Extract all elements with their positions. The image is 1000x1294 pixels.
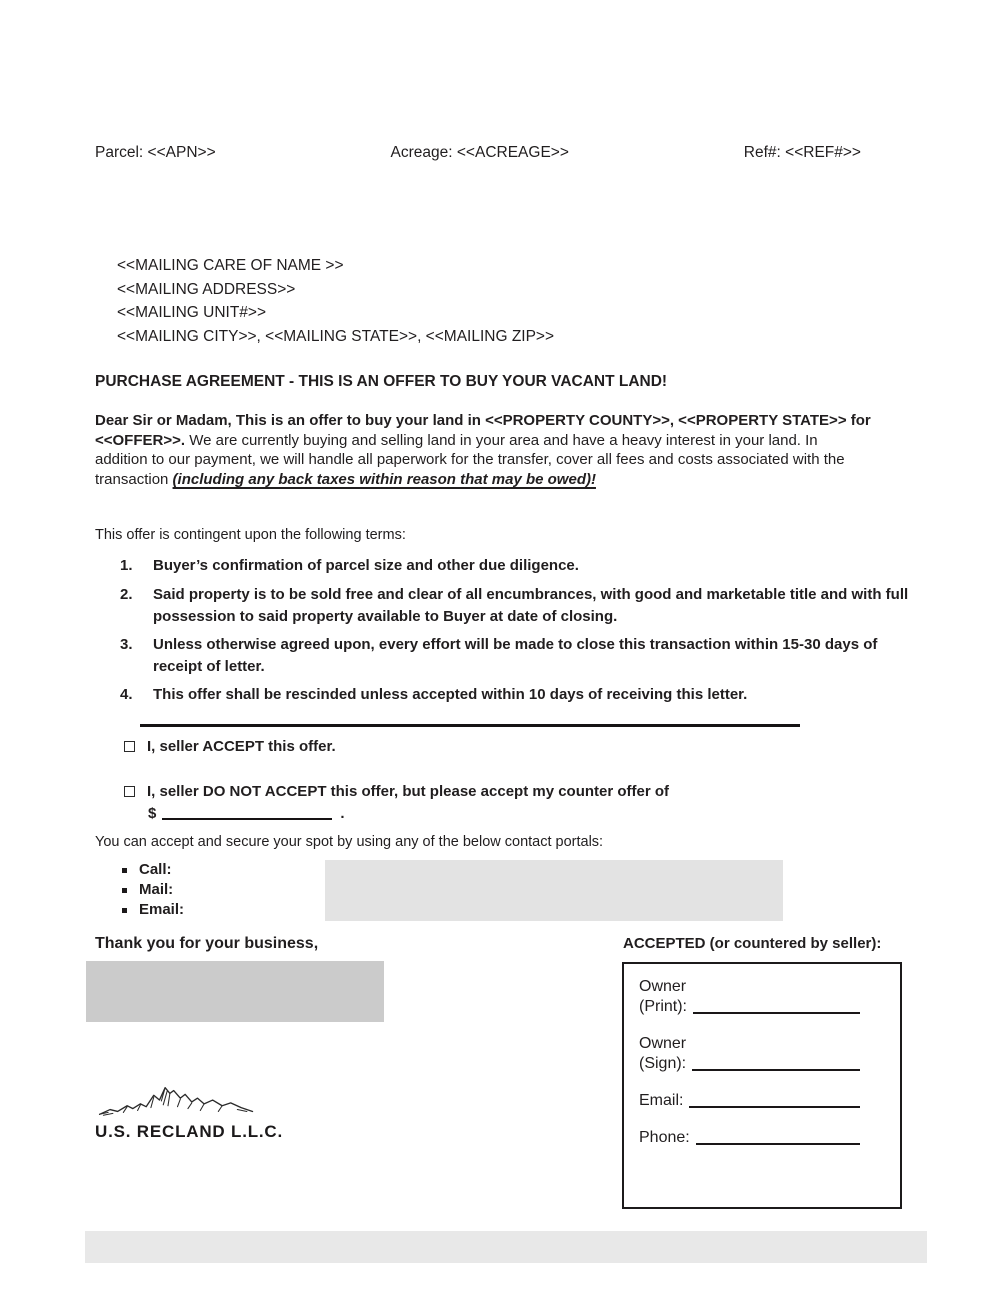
accept-option-label: I, seller ACCEPT this offer. [147,738,336,755]
document-title: PURCHASE AGREEMENT - THIS IS AN OFFER TO BUY YOUR VACANT LAND! [95,373,668,390]
owner-sign-blank[interactable] [692,1069,860,1071]
accepted-box [622,962,902,1209]
square-bullet-icon [122,868,127,873]
owner-print-blank[interactable] [693,1012,860,1014]
decline-option-row [124,783,844,800]
phone-label: Phone: [639,1129,690,1146]
term-item [120,634,930,678]
thank-you-line: Thank you for your business, [95,935,319,952]
footer-redaction-bar [85,1231,927,1263]
merge-field-header [95,144,861,162]
decline-checkbox[interactable] [124,786,135,797]
owner-sign-field [639,1034,860,1074]
contact-portals-list [122,860,184,920]
counter-offer-blank[interactable] [162,818,332,820]
accept-checkbox[interactable] [124,741,135,752]
email-label: Email: [639,1092,684,1109]
company-logo [95,1082,284,1142]
term-item [120,555,930,577]
decline-option-label: I, seller DO NOT ACCEPT this offer, but please accept my counter offer of [147,783,670,800]
company-name: U.S. RECLAND L.L.C. [95,1122,284,1141]
contact-email-label: Email: [139,901,185,918]
parcel-field: Parcel: <<APN>> [95,144,216,161]
dollar-sign-label: $ [148,805,157,822]
contact-call-row [122,860,184,880]
sender-signature-redaction-box [86,961,384,1022]
mailing-care-of-line: <<MAILING CARE OF NAME >> [117,257,344,274]
term-number: 2. [120,586,133,603]
contact-mail-label: Mail: [139,881,174,898]
term-text: Unless otherwise agreed upon, every effort will be made to close this transaction within 15-30 days of receipt of letter. [153,636,878,675]
counter-offer-row [148,805,345,822]
owner-sign-label: (Sign): [639,1055,687,1072]
owner-print-label-top: Owner [639,978,687,995]
phone-blank[interactable] [696,1143,860,1145]
term-item [120,684,930,706]
intro-regular-text: We are currently buying and selling land in your area and have a heavy interest in your land. In addition to our payment, we will handle all paperwork for the transfer, cover all fees and costs associated with the transaction [95,431,845,488]
accept-option-row [124,738,336,755]
phone-field [639,1128,860,1148]
counter-offer-period: . [340,805,345,822]
owner-print-label: (Print): [639,998,687,1015]
contact-email-row [122,900,184,920]
owner-sign-label-top: Owner [639,1035,687,1052]
mountains-icon [95,1082,265,1120]
contact-info-redaction-box [325,860,783,921]
mailing-address-block [117,254,554,348]
mailing-city-state-zip-line: <<MAILING CITY>>, <<MAILING STATE>>, <<MAILING ZIP>> [117,327,555,345]
square-bullet-icon [122,908,127,913]
term-text: This offer shall be rescinded unless accepted within 10 days of receiving this letter. [153,686,748,703]
acreage-field: Acreage: <<ACREAGE>> [390,144,569,161]
term-text: Said property is to be sold free and clear of all encumbrances, with good and marketable title and with full possession to said property available to Buyer at date of closing. [153,586,909,625]
square-bullet-icon [122,888,127,893]
contact-call-label: Call: [139,861,172,878]
intro-paragraph [95,411,873,489]
ref-number-field: Ref#: <<REF#>> [743,144,861,161]
term-number: 1. [120,557,133,574]
contact-portals-heading: You can accept and secure your spot by using any of the below contact portals: [95,834,604,850]
accepted-box-heading: ACCEPTED (or countered by seller): [623,935,882,952]
owner-print-field [639,977,860,1017]
terms-heading: This offer is contingent upon the following terms: [95,527,406,543]
intro-bold-text: Dear Sir or Madam, This is an offer to buy your land in <<PROPERTY COUNTY>>, <<PROPERTY STATE>> for <<OFFER>>. [95,412,871,449]
mailing-unit-line: <<MAILING UNIT#>> [117,304,267,321]
email-blank[interactable] [689,1106,860,1108]
divider-line [140,724,800,727]
term-number: 3. [120,636,133,653]
contact-mail-row [122,880,184,900]
mailing-address-line: <<MAILING ADDRESS>> [117,280,296,298]
intro-emphasis-text: (including any back taxes within reason that may be owed)! [172,470,596,488]
email-field [639,1091,860,1111]
term-item [120,584,930,628]
term-number: 4. [120,686,133,703]
term-text: Buyer’s confirmation of parcel size and other due diligence. [153,557,579,574]
